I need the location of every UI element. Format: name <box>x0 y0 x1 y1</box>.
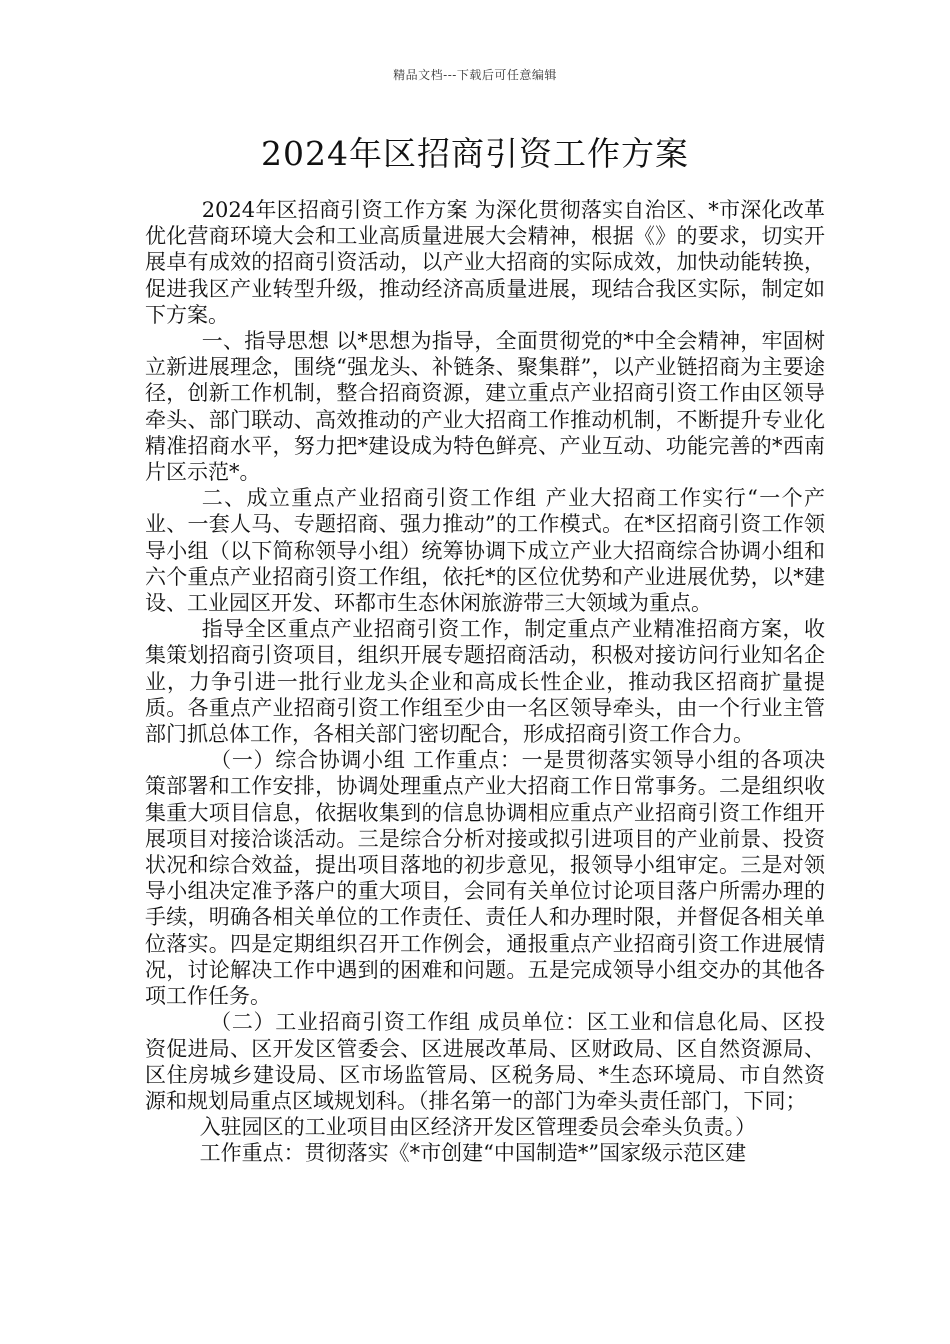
paragraph-park-projects: 入驻园区的工业项目由区经济开发区管理委员会牵头负责。） <box>199 1115 757 1140</box>
paragraph-coordination-group: （一）综合协调小组 工作重点：一是贯彻落实领导小组的各项决策部署和工作安排，协调处理重点产业大招商工作日常事务。二是组织收集重大项目信息，依据收集到的信息协调相应重点产业招商引资工作组开展项目对接洽谈活动。三是综合分析对接或拟引进项目的产业前景、投资状况和综合效益，提出项目落地的初步意见，报领导小组审定。三是对领导小组决定准予落户的重大项目，会同有关单位讨论项目落户所需办理的手续，明确各相关单位的工作责任、责任人和办理时限，并督促各相关单位落实。四是定期组织召开工作例会，通报重点产业招商引资工作进展情况，讨论解决工作中遇到的困难和问题。五是完成领导小组交办的其他各项工作任务。 <box>145 748 825 1009</box>
paragraph-guiding-thought: 一、指导思想 以*思想为指导，全面贯彻党的*中全会精神，牢固树立新进展理念，围绕“强龙头、补链条、聚集群”，以产业链招商为主要途径，创新工作机制，整合招商资源，建立重点产业招商引资工作由区领导牵头、部门联动、高效推动的产业大招商工作推动机制，不断提升专业化精准招商水平，努力把*建设成为特色鲜亮、产业互动、功能完善的*西南片区示范*。 <box>145 329 825 485</box>
paragraph-working-groups: 二、成立重点产业招商引资工作组 产业大招商工作实行“一个产业、一套人马、专题招商、强力推动”的工作模式。在*区招商引资工作领导小组（以下简称领导小组）统筹协调下成立产业大招商综合协调小组和六个重点产业招商引资工作组，依托*的区位优势和产业进展优势，以*建设、工业园区开发、环都市生态休闲旅游带三大领域为重点。 <box>145 486 825 616</box>
document-body <box>145 197 825 1167</box>
paragraph-work-focus: 工作重点：贯彻落实《*市创建“中国制造*”国家级示范区建 <box>199 1141 747 1166</box>
document-title: 2024年区招商引资工作方案 <box>261 134 689 173</box>
paragraph-guidance: 指导全区重点产业招商引资工作，制定重点产业精准招商方案，收集策划招商引资项目，组织开展专题招商活动，积极对接访问行业知名企业，力争引进一批行业龙头企业和高成长性企业，推动我区招商扩量提质。各重点产业招商引资工作组至少由一名区领导牵头，由一个行业主管部门抓总体工作，各相关部门密切配合，形成招商引资工作合力。 <box>145 617 825 747</box>
header-note: 精品文档---下载后可任意编辑 <box>393 68 557 82</box>
paragraph-intro: 2024年区招商引资工作方案 为深化贯彻落实自治区、*市深化改革优化营商环境大会和工业高质量进展大会精神，根据《》的要求，切实开展卓有成效的招商引资活动，以产业大招商的实际成效，加快动能转换，促进我区产业转型升级，推动经济高质量进展，现结合我区实际，制定如下方案。 <box>145 198 825 327</box>
paragraph-industrial-group: （二）工业招商引资工作组 成员单位：区工业和信息化局、区投资促进局、区开发区管委会、区进展改革局、区财政局、区自然资源局、区住房城乡建设局、区市场监管局、区税务局、*生态环境局、市自然资源和规划局重点区域规划科。（排名第一的部门为牵头责任部门，下同； <box>145 1010 825 1113</box>
